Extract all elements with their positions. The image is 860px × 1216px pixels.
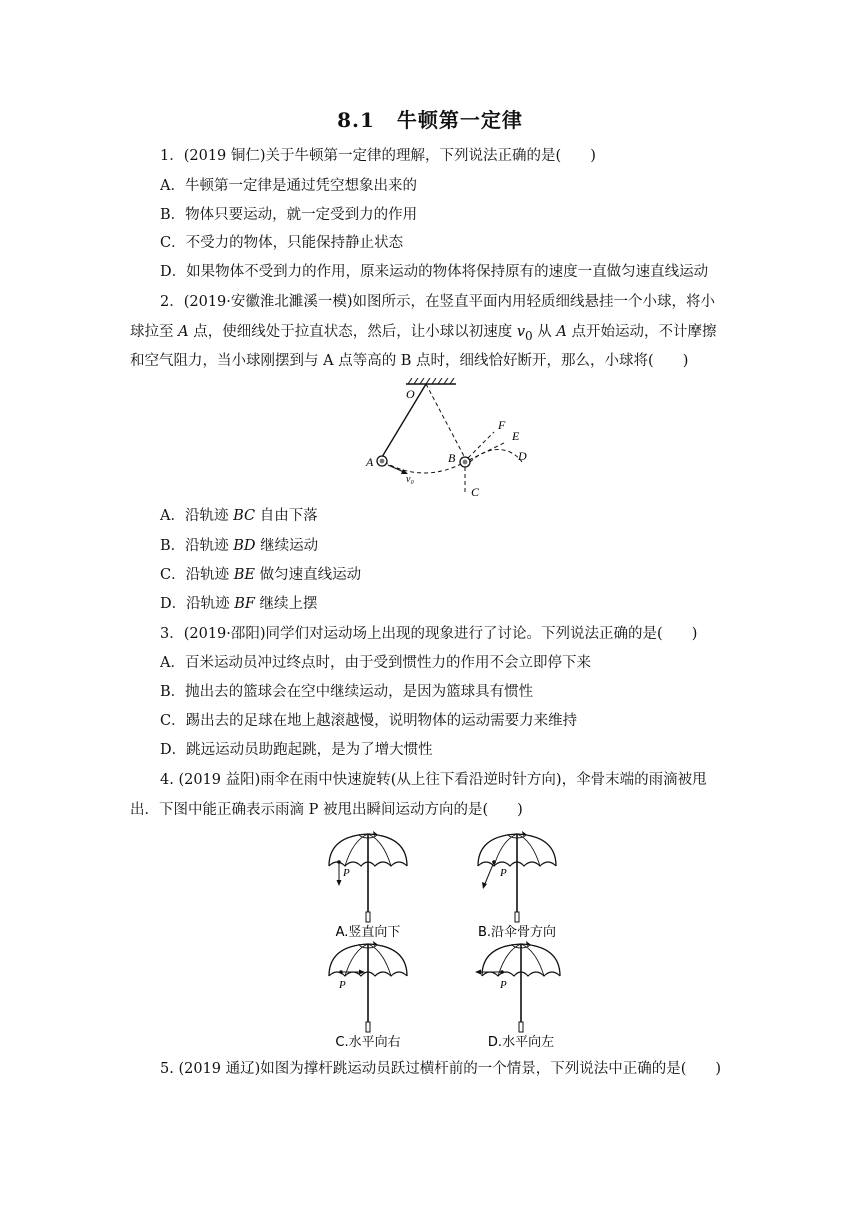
label-e: E xyxy=(512,429,520,443)
q3-stem: 3．(2019·邵阳)同学们对运动场上出现的现象进行了讨论。下列说法正确的是( ) xyxy=(160,626,698,642)
caption-b: B.沿伞骨方向 xyxy=(477,925,557,940)
caption-c: C.水平向右 xyxy=(335,1035,401,1050)
label-p: P xyxy=(339,979,346,991)
q1-option-b: B．物体只要运动，就一定受到力的作用 xyxy=(160,207,418,223)
q1-option-d: D．如果物体不受到力的作用，原来运动的物体将保持原有的速度一直做匀速直线运动 xyxy=(160,264,709,280)
path-label: BC xyxy=(233,508,256,524)
label-p: P xyxy=(500,867,507,879)
section-number: 8.1 xyxy=(337,108,375,132)
q1-option-a: A．牛顿第一定律是通过凭空想象出来的 xyxy=(160,178,417,194)
option-text: 继续运动 xyxy=(255,538,319,554)
q4-stem-line2: 出．下图中能正确表示雨滴 P 被甩出瞬间运动方向的是( ) xyxy=(130,802,523,818)
option-text: 做匀速直线运动 xyxy=(254,567,362,583)
section-title: 牛顿第一定律 xyxy=(396,108,523,132)
option-text: B．沿轨迹 xyxy=(160,538,234,554)
option-text: A．沿轨迹 xyxy=(160,508,234,524)
path-label: BE xyxy=(233,567,255,583)
page-title xyxy=(0,104,860,133)
q3-option-d: D．跳远运动员助跑起跳，是为了增大惯性 xyxy=(160,742,433,758)
q2-text: 从 xyxy=(532,324,557,340)
label-p: P xyxy=(500,979,507,991)
point-a-ref: A xyxy=(556,324,567,340)
umbrella-figure-a xyxy=(323,828,413,940)
label-v0: v₀ xyxy=(406,474,414,485)
v0-symbol: v xyxy=(516,324,526,340)
q1-option-c: C．不受力的物体，只能保持静止状态 xyxy=(160,235,404,251)
q3-option-a: A．百米运动员冲过终点时，由于受到惯性力的作用不会立即停下来 xyxy=(160,655,591,671)
label-c: C xyxy=(471,485,480,499)
q5-stem: 5. (2019 通辽)如图为撑杆跳运动员跃过横杆前的一个情景，下列说法中正确的是( ) xyxy=(160,1061,722,1077)
v0-subscript: 0 xyxy=(525,328,533,343)
q2-option-d xyxy=(160,594,318,614)
label-d: D xyxy=(518,449,527,463)
pendulum-figure xyxy=(360,378,540,500)
q2-option-c xyxy=(160,565,361,585)
label-b: B xyxy=(448,451,456,465)
q3-option-b: B．抛出去的篮球会在空中继续运动，是因为篮球具有惯性 xyxy=(160,684,534,700)
q2-option-a xyxy=(160,506,318,526)
option-text: 继续上摆 xyxy=(254,596,318,612)
label-p: P xyxy=(343,867,350,879)
point-a-ref: A xyxy=(178,324,189,340)
caption-a: A.竖直向下 xyxy=(335,925,401,940)
label-o: O xyxy=(406,387,415,401)
option-text: 自由下落 xyxy=(255,508,318,524)
q2-stem-line2 xyxy=(130,322,717,346)
q4-stem-line1: 4. (2019 益阳)雨伞在雨中快速旋转(从上往下看沿逆时针方向)，伞骨末端的雨滴被甩 xyxy=(160,772,707,788)
label-a: A xyxy=(366,455,374,469)
label-f: F xyxy=(498,418,506,432)
umbrella-figure-b xyxy=(472,828,572,940)
option-text: C．沿轨迹 xyxy=(160,567,234,583)
q3-option-c: C．踢出去的足球在地上越滚越慢，说明物体的运动需要力来维持 xyxy=(160,713,578,729)
path-label: BD xyxy=(233,538,256,554)
q1-stem: 1．(2019 铜仁)关于牛顿第一定律的理解，下列说法正确的是( ) xyxy=(160,148,596,164)
umbrella-figure-c xyxy=(323,938,413,1050)
q2-text: 球拉至 xyxy=(130,324,179,340)
option-text: D．沿轨迹 xyxy=(160,596,235,612)
caption-d: D.水平向左 xyxy=(487,1035,555,1050)
q2-stem-line1: 2．(2019·安徽淮北濉溪一模)如图所示，在竖直平面内用轻质细线悬挂一个小球，将小 xyxy=(160,294,716,310)
q2-option-b xyxy=(160,536,318,556)
umbrella-figure-d xyxy=(472,938,572,1050)
q2-stem-line3: 和空气阻力，当小球刚摆到与 A 点等高的 B 点时，细线恰好断开，那么，小球将( ) xyxy=(130,353,689,369)
q2-text: 点，使细线处于拉直状态，然后，让小球以初速度 xyxy=(188,324,517,340)
q2-text: 点开始运动，不计摩擦 xyxy=(566,324,717,340)
path-label: BF xyxy=(234,596,255,612)
